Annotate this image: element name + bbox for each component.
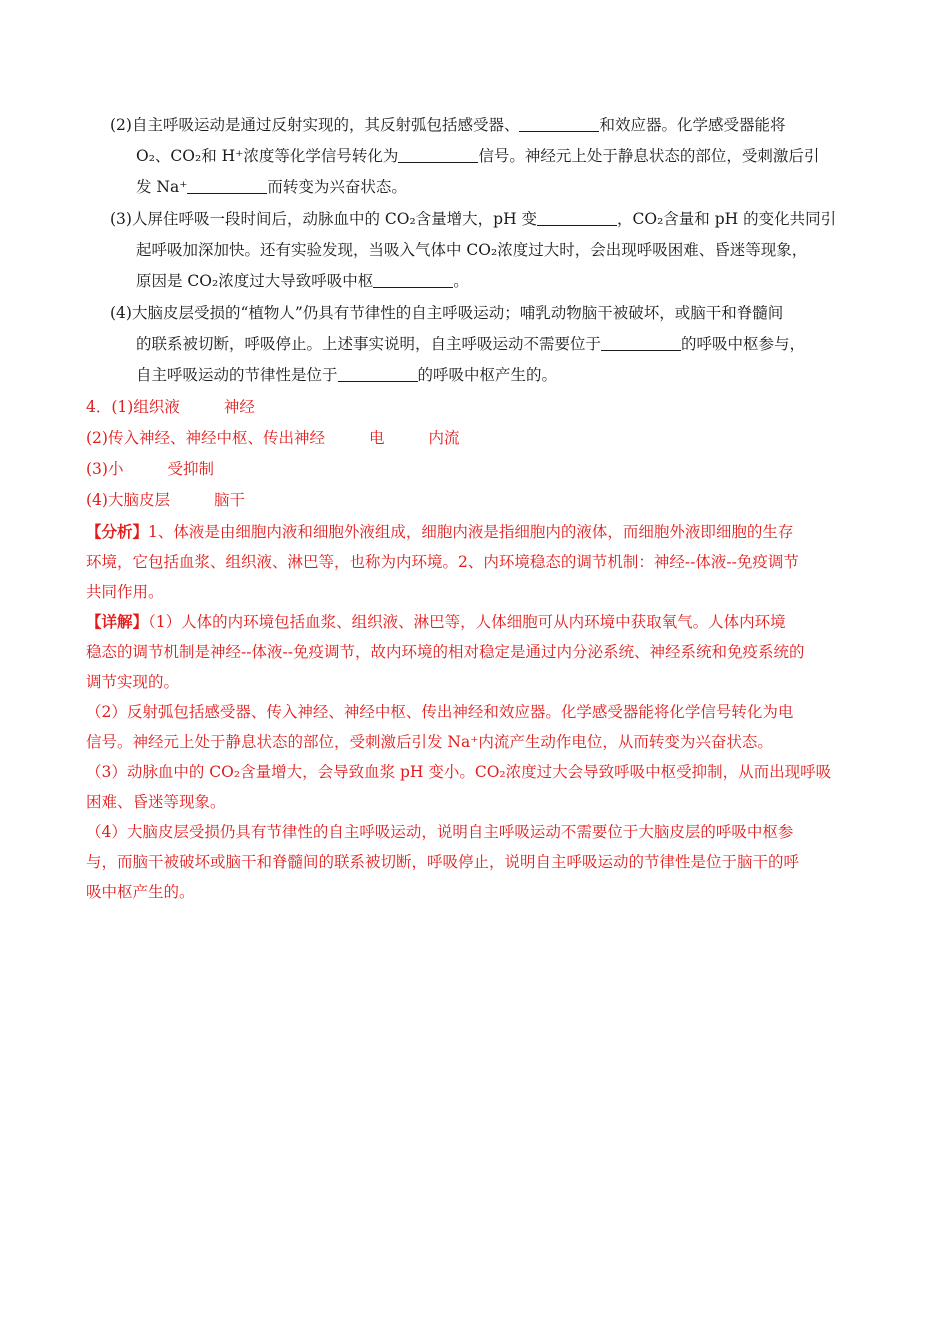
q4-line3-b: 的呼吸中枢产生的。 [417, 366, 558, 384]
detail-line: 吸中枢产生的。 [86, 883, 195, 901]
detail-line: （1）人体的内环境包括血浆、组织液、淋巴等，人体细胞可从内环境中获取氧气。人体内环境 [148, 613, 786, 631]
answer-text: (4)大脑皮层 [86, 491, 170, 509]
answer-text: 神经 [223, 398, 255, 416]
detail-line: 信号。神经元上处于静息状态的部位，受刺激后引发 Na⁺内流产生动作电位，从而转变为兴奋状态。 [86, 733, 773, 751]
q4-line2-a: 的联系被切断，呼吸停止。上述事实说明，自主呼吸运动不需要位于 [136, 335, 602, 353]
answer-text: 电 [368, 429, 385, 447]
q3-line3-a: 原因是 CO₂浓度过大导致呼吸中枢 [136, 272, 374, 290]
q2-line1-b: 和效应器。化学感受器能将 [599, 116, 786, 134]
analysis-line: 环境，它包括血浆、组织液、淋巴等，也称为内环境。2、内环境稳态的调节机制：神经--体液--免疫调节 [86, 553, 799, 571]
answer-3 [86, 454, 866, 484]
answer-blank [519, 116, 599, 133]
answer-blank [187, 178, 267, 195]
q3-line1-a: (3)人屏住呼吸一段时间后，动脉血中的 CO₂含量增大，pH 变 [110, 210, 538, 228]
answer-blank [398, 147, 478, 164]
detail-line: 与，而脑干被破坏或脑干和脊髓间的联系被切断，呼吸停止，说明自主呼吸运动的节律性是位于脑干的呼 [86, 853, 800, 871]
answer-2 [86, 423, 866, 453]
q4-line2-b: 的呼吸中枢参与， [681, 335, 806, 353]
q3-line2: 起呼吸加深加快。还有实验发现，当吸入气体中 CO₂浓度过大时，会出现呼吸困难、昏迷等现象， [136, 241, 808, 259]
answer-text: (3)小 [86, 460, 124, 478]
answer-blank [373, 272, 453, 289]
detail-line: （2）反射弧包括感受器、传入神经、神经中枢、传出神经和效应器。化学感受器能将化学信号转化为电 [86, 703, 794, 721]
detail-line: （3）动脉血中的 CO₂含量增大，会导致血浆 pH 变小。CO₂浓度过大会导致呼吸中枢受抑制，从而出现呼吸 [86, 763, 832, 781]
answer-text: 4．(1)组织液 [86, 398, 180, 416]
detail-line: 困难、昏迷等现象。 [86, 793, 226, 811]
q2-line2-b: 信号。神经元上处于静息状态的部位，受刺激后引 [478, 147, 820, 165]
answer-text: 受抑制 [167, 460, 214, 478]
analysis-section [86, 517, 866, 607]
answer-text: 脑干 [213, 491, 245, 509]
q4-line3-a: 自主呼吸运动的节律性是位于 [136, 366, 338, 384]
q2-line2-a: O₂、CO₂和 H⁺浓度等化学信号转化为 [136, 147, 399, 165]
answer-text: (2)传入神经、神经中枢、传出神经 [86, 429, 325, 447]
q2-line3-a: 发 Na⁺ [136, 178, 188, 196]
detail-line: 调节实现的。 [86, 673, 180, 691]
answer-blank [601, 335, 681, 352]
answer-4 [86, 485, 866, 515]
analysis-line: 1、体液是由细胞内液和细胞外液组成，细胞内液是指细胞内的液体，而细胞外液即细胞的生存 [148, 523, 794, 541]
answer-text: 内流 [428, 429, 460, 447]
q2-line3-b: 而转变为兴奋状态。 [267, 178, 407, 196]
answer-blank [537, 210, 617, 227]
q4-line1: (4)大脑皮层受损的“植物人”仍具有节律性的自主呼吸运动；哺乳动物脑干被破坏，或脑干和脊髓间 [110, 304, 784, 322]
detail-line: （4）大脑皮层受损仍具有节律性的自主呼吸运动，说明自主呼吸运动不需要位于大脑皮层的呼吸中枢参 [86, 823, 794, 841]
analysis-line: 共同作用。 [86, 583, 164, 601]
detail-line: 稳态的调节机制是神经--体液--免疫调节，故内环境的相对稳定是通过内分泌系统、神经系统和免疫系统的 [86, 643, 805, 661]
detail-tag: 【详解】 [86, 612, 149, 631]
answer-blank [338, 366, 418, 383]
analysis-tag: 【分析】 [86, 522, 149, 541]
question-4 [110, 298, 860, 391]
q3-line3-b: 。 [453, 272, 469, 290]
q2-line1-a: (2)自主呼吸运动是通过反射实现的，其反射弧包括感受器、 [110, 116, 520, 134]
question-2 [110, 110, 860, 203]
q3-line1-b: ，CO₂含量和 pH 的变化共同引 [617, 210, 837, 228]
answer-1 [86, 392, 866, 422]
detail-section [86, 607, 866, 907]
question-3 [110, 204, 860, 297]
